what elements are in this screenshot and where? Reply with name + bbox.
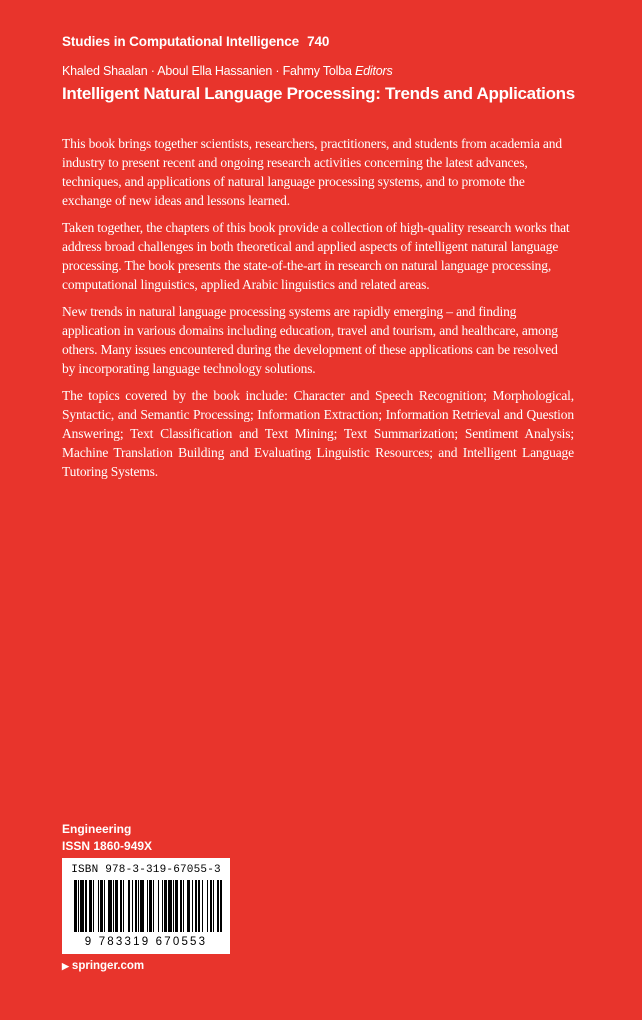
ean-digits: 9 783319 670553 (84, 936, 208, 948)
blurb-paragraph: The topics covered by the book include: Character and Speech Recognition; Morphological, Syntactic, and Semantic Processing; Information Extraction; Information Retrieval and Question Answering; Text Classification and Text Mining; Text Summarization; Sentiment Analysis; Machine Translation Building and Evaluating Linguistic Resources; and Intelligent Language Tutoring Systems. (62, 388, 574, 479)
series-name: Studies in Computational Intelligence (62, 34, 300, 49)
publisher-link[interactable] (62, 960, 144, 972)
issn: ISSN 1860-949X (62, 839, 153, 853)
chevron-right-icon: ▶ (62, 960, 69, 971)
series-line (62, 34, 329, 49)
isbn-label: ISBN 978-3-319-67055-3 (71, 864, 221, 876)
publisher-site: springer.com (71, 960, 145, 972)
barcode-bar (220, 880, 221, 932)
blurb-paragraph: This book brings together scientists, researchers, practitioners, and students from academia and industry to present recent and ongoing research activities concerning the latest advances, techniques, and applications of natural language processing systems, and to promote the exchange of new ideas and lessons learned. (62, 136, 562, 208)
series-volume: 740 (307, 34, 330, 49)
barcode-bars (74, 880, 222, 932)
blurb-paragraph: New trends in natural language processing systems are rapidly emerging – and finding application in various domains including education, travel and tourism, and healthcare, among others. Many issues encountered during the development of these applications can be resolved by incorporating language technology solutions. (62, 304, 558, 376)
blurb-paragraph: Taken together, the chapters of this book provide a collection of high-quality research works that address broad challenges in both theoretical and applied aspects of intelligent natural language processing. The book presents the state-of-the-art in research on natural language processing, computational linguistics, applied Arabic linguistics and related areas. (62, 220, 570, 292)
editors-line (62, 64, 393, 78)
blurb (62, 134, 574, 489)
subject-category: Engineering (62, 822, 132, 836)
editors-role: Editors (355, 64, 393, 78)
book-title: Intelligent Natural Language Processing: Trends and Applications (62, 84, 575, 103)
editor-names: Khaled Shaalan · Aboul Ella Hassanien · Fahmy Tolba (62, 64, 352, 78)
barcode (62, 858, 230, 954)
